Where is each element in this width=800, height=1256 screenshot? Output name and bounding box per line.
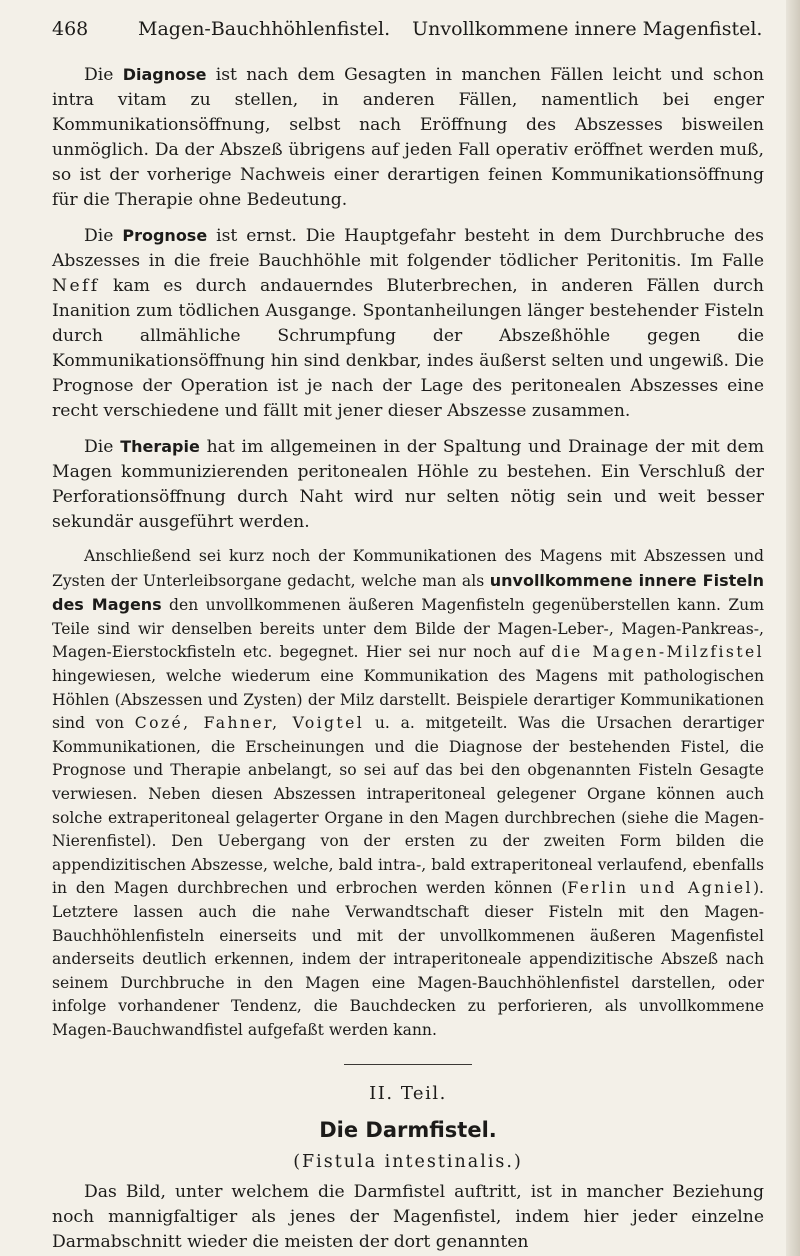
lead-term-diagnose: Diagnose <box>122 65 207 84</box>
section-prognose <box>52 223 764 424</box>
section-unvollkommene-fisteln <box>52 545 764 1042</box>
anschliessend-text-2: den unvollkommenen äußeren Magenfisteln gegenüberstellen kann. Zum Teile sind wir denselben bereits unter dem Bilde der Magen-Leber-, Magen-Pankreas-, Magen-Eierstockfisteln etc. begegnet. Hier sei nur noch auf <box>52 596 764 662</box>
section-therapie <box>52 434 764 535</box>
author-names-coze-fahner-voigtel: Cozé, Fahner, Voigtel <box>134 714 365 733</box>
paragraph-unvollkommene-fisteln <box>52 545 764 1042</box>
page-edge <box>786 0 800 1256</box>
running-head <box>52 18 764 40</box>
author-names-ferlin-agniel: Ferlin und Agniel <box>567 879 753 898</box>
part-label: II. Teil. <box>369 1083 447 1105</box>
book-page <box>52 18 764 1255</box>
section-divider <box>344 1064 472 1065</box>
prognose-text-a: ist ernst. Die Hauptgefahr besteht in dem Durchbruche des Abszesses in die freie Bauchhöhle mit folgender tödlicher Peritonitis. Im Falle <box>52 226 764 271</box>
section-diagnose <box>52 62 764 213</box>
diagnose-text: ist nach dem Gesagten in manchen Fällen leicht und schon intra vitam zu stellen, in anderen Fällen, namentlich bei enger Kommunikationsöffnung, selbst nach Eröffnung des Abszesses bisweilen unmöglich. Da der Abszeß übrigens auf jeden Fall operativ eröffnet werden muß, so ist der vorherige Nachweis einer derartigen feinen Kommunikationsöffnung für die Therapie ohne Bedeutung. <box>52 65 764 210</box>
therapie-text: hat im allgemeinen in der Spaltung und Drainage der mit dem Magen kommunizierenden peritonealen Höhle zu bestehen. Ein Verschluß der Perforationsöffnung durch Naht wird nur selten nötig sein und weit besser sekundär ausgeführt werden. <box>52 437 764 532</box>
running-title-left: Magen-Bauchhöhlenfistel. <box>138 18 391 40</box>
anschliessend-text-4: u. a. mitgeteilt. Was die Ursachen derartiger Kommunikationen, die Erscheinungen und die Diagnose der bestehenden Fistel, die Prognose und Therapie anbelangt, so sei auf das bei den obgenannten Fisteln Gesagte verwiesen. Neben diesen Abszessen intraperitoneal gelegener Organe können auch solche extraperitoneal gelagerter Organe in den Magen durchbrechen (siehe die Magen-Nierenfistel). Den Uebergang von der ersten zu der zweiten Form bilden die appendizitischen Abszesse, welche, bald intra-, bald extraperitoneal verlaufend, ebenfalls in den Magen durchbrechen und erbrochen werden können ( <box>52 714 764 898</box>
paragraph-darmfistel-intro: Das Bild, unter welchem die Darmfistel auftritt, ist in mancher Beziehung noch mannigfaltiger als jenes der Magenfistel, indem hier jeder einzelne Darmabschnitt wieder die meisten der dort genannten <box>52 1182 764 1253</box>
chapter-subheading: (Fistula intestinalis.) <box>293 1152 523 1173</box>
lead-term-prognose: Prognose <box>122 226 208 245</box>
author-name-neff: Neff <box>52 276 100 296</box>
anschliessend-text-3: hingewiesen, welche wiederum eine Kommunikation des Magens mit pathologischen Höhlen (Abszessen und Zysten) der Milz darstellt. Beispiele derartiger Kommunikationen sind von <box>52 666 764 733</box>
running-title-right: Unvollkommene innere Magenfistel. <box>412 18 763 40</box>
anschliessend-text-5: ). Letztere lassen auch die nahe Verwandtschaft dieser Fisteln mit den Magen-Bauchhöhlenfisteln einerseits und mit der unvollkommenen äußeren Magenfistel anderseits deutlich erkennen, indem der intraperitoneale appendizitische Abszeß nach seinem Durchbruche in den Magen eine Magen-Bauchhöhlenfistel darstellen, oder infolge vorhandener Tendenz, die Bauchdecken zu perforieren, als unvollkommene Magen-Bauchwandfistel aufgefaßt werden kann. <box>52 879 764 1039</box>
paragraph-therapie: Die Therapie hat im allgemeinen in der Spaltung und Drainage der mit dem Magen kommunizierenden peritonealen Höhle zu bestehen. Ein Verschluß der Perforationsöffnung durch Naht wird nur selten nötig sein und weit besser sekundär ausgeführt werden. <box>52 437 764 532</box>
page-number: 468 <box>52 18 89 40</box>
chapter-heading: Die Darmfistel. <box>319 1118 497 1143</box>
anschliessend-text-1: Anschließend sei kurz noch der Kommunikationen des Magens mit Abszessen und Zysten der Unterleibsorgane gedacht, welche man als <box>52 547 764 590</box>
spaced-term-magen-milzfistel: die Magen-Milzfistel <box>551 643 764 662</box>
prognose-text-b: kam es durch andauerndes Bluterbrechen, in anderen Fällen durch Inanition zum tödlichen Ausgange. Spontanheilungen länger bestehender Fisteln durch allmähliche Schrumpfung der Abszeßhöhle gegen die Kommunikationsöffnung hin sind denkbar, indes äußerst selten und ungewiß. Die Prognose der Operation ist je nach der Lage des peritonealen Abszesses eine recht verschiedene und fällt mit jener dieser Abszesse zusammen. <box>52 276 765 421</box>
paragraph-prognose: Die Prognose ist ernst. Die Hauptgefahr besteht in dem Durchbruche des Abszesses in die freie Bauchhöhle mit folgender tödlicher Peritonitis. Im Falle Neff kam es durch andauerndes Bluterbrechen, in anderen Fällen durch Inanition zum tödlichen Ausgange. Spontanheilungen länger bestehender Fisteln durch allmähliche Schrumpfung der Abszeßhöhle gegen die Kommunikationsöffnung hin sind denkbar, indes äußerst selten und ungewiß. Die Prognose der Operation ist je nach der Lage des peritonealen Abszesses eine recht verschiedene und fällt mit jener dieser Abszesse zusammen. <box>52 226 765 421</box>
bold-term-unvollkommene-fisteln: unvollkommene innere Fisteln des Magens <box>52 570 764 615</box>
paragraph-diagnose: Die Diagnose ist nach dem Gesagten in manchen Fällen leicht und schon intra vitam zu stellen, in anderen Fällen, namentlich bei enger Kommunikationsöffnung, selbst nach Eröffnung des Abszesses bisweilen unmöglich. Da der Abszeß übrigens auf jeden Fall operativ eröffnet werden muß, so ist der vorherige Nachweis einer derartigen feinen Kommunikationsöffnung für die Therapie ohne Bedeutung. <box>52 65 764 210</box>
lead-term-therapie: Therapie <box>120 437 200 456</box>
